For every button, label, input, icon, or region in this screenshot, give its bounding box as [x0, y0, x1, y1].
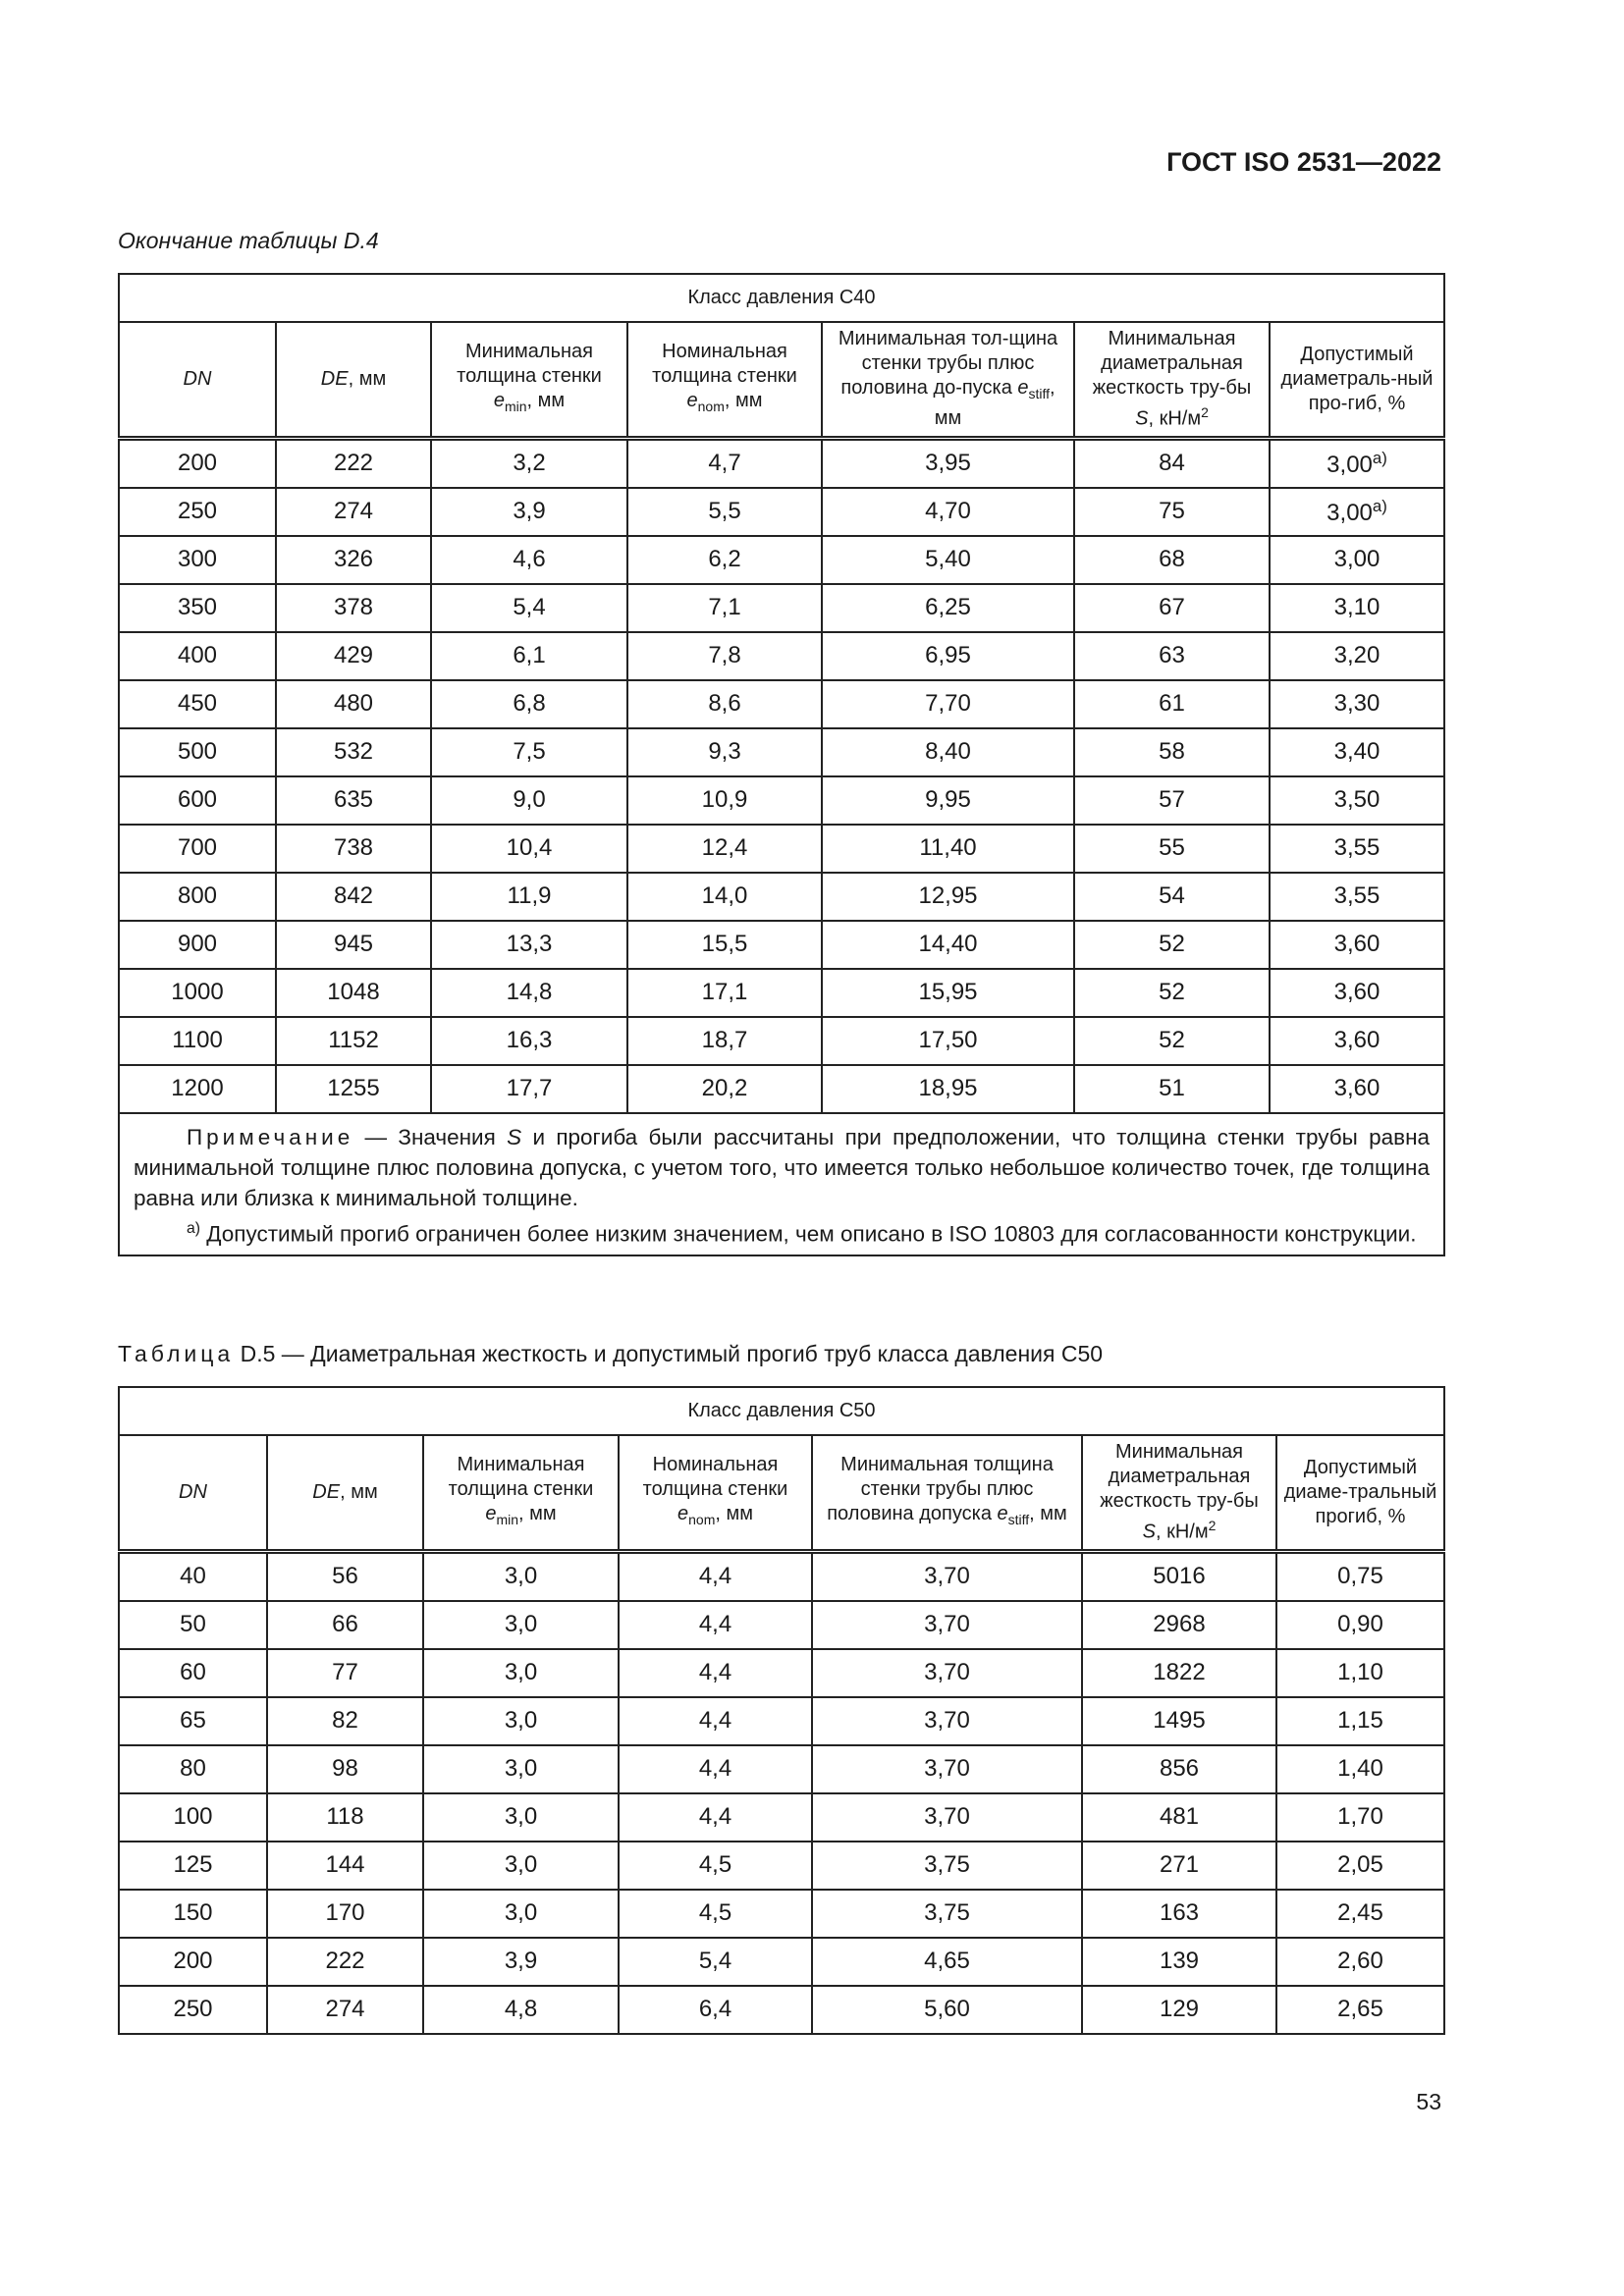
table-cell: 3,60 [1270, 1065, 1444, 1113]
table-cell: 14,40 [822, 921, 1074, 969]
footnote-ref: a) [1372, 448, 1387, 467]
table-cell: 1048 [276, 969, 431, 1017]
table-cell: 3,70 [812, 1793, 1082, 1842]
table-cell: 3,10 [1270, 584, 1444, 632]
table-cell: 57 [1074, 776, 1270, 825]
table-cell: 326 [276, 536, 431, 584]
table-cell: 163 [1082, 1890, 1276, 1938]
table-continuation-caption: Окончание таблицы D.4 [118, 228, 379, 253]
table-row [119, 1842, 1444, 1890]
table-row [119, 632, 1444, 680]
table-cell: 1,70 [1276, 1793, 1444, 1842]
table-cell: 6,8 [431, 680, 627, 728]
table-row [119, 488, 1444, 536]
table-note: Примечание — Значения S и прогиба были рассчитаны при предположении, что толщина стенки трубы равна минимальной толщине плюс половина допуска, с учетом того, что имеется только небольшое количество точек, где толщина равна или близка к минимальной толщине. $^{a)}$ Допустимый прогиб ограничен более низким значением, чем описано в ISO 10803 для согласованности конструкции. [119, 1113, 1444, 1256]
table-cell: 429 [276, 632, 431, 680]
table-cell: 0,90 [1276, 1601, 1444, 1649]
footnote: $^{a)}$ Допустимый прогиб ограничен более низким значением, чем описано в ISO 10803 для согласованности конструкции. [187, 1219, 1417, 1247]
table-cell: 1822 [1082, 1649, 1276, 1697]
table-cell: 532 [276, 728, 431, 776]
table-cell: 3,55 [1270, 825, 1444, 873]
table-row [119, 584, 1444, 632]
table-cell: 2,60 [1276, 1938, 1444, 1986]
table-row [119, 969, 1444, 1017]
table-cell: 11,40 [822, 825, 1074, 873]
table-cell: 68 [1074, 536, 1270, 584]
table-row [119, 728, 1444, 776]
column-header-text: Допустимый диаметраль-ный про-гиб, % [1280, 343, 1434, 414]
table-cell: 52 [1074, 921, 1270, 969]
table-cell: 3,00 [1270, 536, 1444, 584]
column-header: Номинальная толщина стенки $e_{nom}$, мм [619, 1435, 812, 1551]
column-header: Минимальная тол-щина стенки трубы плюс половина до-пуска $e_{stiff}$, мм [822, 322, 1074, 438]
table-cell: 3,0 [423, 1601, 619, 1649]
table-cell: 350 [119, 584, 276, 632]
table-cell: 200 [119, 438, 276, 488]
table-cell: 5,40 [822, 536, 1074, 584]
table-cell: 100 [119, 1793, 267, 1842]
table-cell: 6,1 [431, 632, 627, 680]
table-cell: 3,40 [1270, 728, 1444, 776]
table-cell: 3,55 [1270, 873, 1444, 921]
table-cell: 15,95 [822, 969, 1074, 1017]
table-cell: 4,4 [619, 1793, 812, 1842]
table-cell: 75 [1074, 488, 1270, 536]
pressure-class-header: Класс давления С50 [119, 1387, 1444, 1435]
table-cell: 3,75 [812, 1890, 1082, 1938]
table-cell: 5,5 [627, 488, 822, 536]
table-cell: 6,25 [822, 584, 1074, 632]
table-d4-body [119, 274, 1444, 1113]
table-cell: 66 [267, 1601, 423, 1649]
table-cell: 3,60 [1270, 969, 1444, 1017]
column-header: DE, мм [276, 322, 431, 438]
column-header-text: Минимальная толщина стенки [457, 340, 602, 387]
table-cell: 98 [267, 1745, 423, 1793]
table-cell: 738 [276, 825, 431, 873]
table-cell: 12,4 [627, 825, 822, 873]
table-cell: 200 [119, 1938, 267, 1986]
table-cell: 14,0 [627, 873, 822, 921]
table-cell: 139 [1082, 1938, 1276, 1986]
column-symbol: DE [312, 1480, 341, 1503]
table-cell: 274 [267, 1986, 423, 2034]
table-cell: 3,60 [1270, 1017, 1444, 1065]
table-cell: 5,4 [431, 584, 627, 632]
table-cell: 14,8 [431, 969, 627, 1017]
table-cell: 129 [1082, 1986, 1276, 2034]
table-cell: 55 [1074, 825, 1270, 873]
table-cell: 3,30 [1270, 680, 1444, 728]
table-cell: 500 [119, 728, 276, 776]
column-header: Номинальная толщина стенки $e_{nom}$, мм [627, 322, 822, 438]
column-header [1270, 322, 1444, 438]
table-cell: 222 [276, 438, 431, 488]
note-label: Примечание [187, 1124, 354, 1149]
table-cell: 481 [1082, 1793, 1276, 1842]
table-row [119, 438, 1444, 488]
column-header-text: Минимальная толщина стенки [448, 1453, 594, 1500]
table-cell: 118 [267, 1793, 423, 1842]
table-cell: 450 [119, 680, 276, 728]
table-cell: 10,9 [627, 776, 822, 825]
table-cell: 1152 [276, 1017, 431, 1065]
table-cell: 600 [119, 776, 276, 825]
table-cell: 144 [267, 1842, 423, 1890]
table-row [119, 1017, 1444, 1065]
table-cell: 300 [119, 536, 276, 584]
table-cell: 4,65 [812, 1938, 1082, 1986]
table-cell: 18,7 [627, 1017, 822, 1065]
table-cell: 378 [276, 584, 431, 632]
table-cell: 274 [276, 488, 431, 536]
column-header-text: Минимальная толщина стенки трубы плюс половина допуска [827, 1453, 1054, 1524]
table-cell: 3,60 [1270, 921, 1444, 969]
table-cell: 82 [267, 1697, 423, 1745]
column-header: Минимальная толщина стенки $e_{min}$, мм [431, 322, 627, 438]
table-cell: 480 [276, 680, 431, 728]
table-cell: 17,1 [627, 969, 822, 1017]
table-cell: 58 [1074, 728, 1270, 776]
table-cell: 2,05 [1276, 1842, 1444, 1890]
table-cell: 80 [119, 1745, 267, 1793]
table-cell: 250 [119, 1986, 267, 2034]
footnote-ref: a) [1372, 496, 1387, 515]
table-cell: 635 [276, 776, 431, 825]
column-header: DE, мм [267, 1435, 423, 1551]
table-cell: 842 [276, 873, 431, 921]
table-cell: 3,95 [822, 438, 1074, 488]
table-cell: 5,4 [619, 1938, 812, 1986]
column-symbol: DN [183, 367, 212, 390]
column-header [119, 1435, 267, 1551]
page-number: 53 [1416, 2089, 1441, 2114]
column-symbol: DN [179, 1480, 207, 1503]
table-cell: 40 [119, 1551, 267, 1601]
table-cell: 11,9 [431, 873, 627, 921]
table-cell: 77 [267, 1649, 423, 1697]
table-cell: 4,4 [619, 1601, 812, 1649]
table-row [119, 1601, 1444, 1649]
table-d5 [118, 1386, 1445, 2035]
table-row [119, 1551, 1444, 1601]
table-cell: 125 [119, 1842, 267, 1890]
table-cell: 6,2 [627, 536, 822, 584]
column-header: Минимальная толщина стенки трубы плюс половина допуска $e_{stiff}$, мм [812, 1435, 1082, 1551]
table-cell: 56 [267, 1551, 423, 1601]
table-row [119, 825, 1444, 873]
table-cell: 4,5 [619, 1890, 812, 1938]
table-cell: 17,7 [431, 1065, 627, 1113]
table-cell: 0,75 [1276, 1551, 1444, 1601]
table-row [119, 921, 1444, 969]
column-header [1276, 1435, 1444, 1551]
table-row [119, 680, 1444, 728]
table-d5-caption: Таблица D.5 — Диаметральная жесткость и допустимый прогиб труб класса давления С50 [118, 1341, 1104, 1366]
table-row [119, 1065, 1444, 1113]
table-cell: 800 [119, 873, 276, 921]
column-header-row [119, 1435, 1444, 1551]
table-cell: 61 [1074, 680, 1270, 728]
pressure-class-header: Класс давления С40 [119, 274, 1444, 322]
table-cell: 15,5 [627, 921, 822, 969]
table-cell: 3,2 [431, 438, 627, 488]
table-cell: 3,70 [812, 1601, 1082, 1649]
table-row [119, 776, 1444, 825]
table-cell: 8,40 [822, 728, 1074, 776]
table-cell: 52 [1074, 1017, 1270, 1065]
table-cell: 1000 [119, 969, 276, 1017]
table-cell: 5,60 [812, 1986, 1082, 2034]
table-row [119, 1986, 1444, 2034]
table-cell: 3,0 [423, 1649, 619, 1697]
table-cell: 1200 [119, 1065, 276, 1113]
table-cell: 4,5 [619, 1842, 812, 1890]
table-cell: 1100 [119, 1017, 276, 1065]
table-cell: 271 [1082, 1842, 1276, 1890]
table-cell: 4,8 [423, 1986, 619, 2034]
column-header-text: Минимальная диаметральная жесткость тру-бы [1092, 328, 1252, 399]
table-cell: 3,70 [812, 1697, 1082, 1745]
table-cell: 400 [119, 632, 276, 680]
table-cell: 65 [119, 1697, 267, 1745]
table-cell: 3,70 [812, 1649, 1082, 1697]
column-symbol: DE [320, 367, 349, 390]
table-cell: 3,70 [812, 1745, 1082, 1793]
table-cell: 170 [267, 1890, 423, 1938]
table-cell: 2968 [1082, 1601, 1276, 1649]
table-cell: 12,95 [822, 873, 1074, 921]
table-cell: 7,5 [431, 728, 627, 776]
table-cell: 945 [276, 921, 431, 969]
table-row [119, 1793, 1444, 1842]
column-header-row [119, 322, 1444, 438]
table-cell: 222 [267, 1938, 423, 1986]
column-header: Минимальная толщина стенки $e_{min}$, мм [423, 1435, 619, 1551]
table-cell: 20,2 [627, 1065, 822, 1113]
table-cell: 900 [119, 921, 276, 969]
table-cell: 2,65 [1276, 1986, 1444, 2034]
table-cell: 1255 [276, 1065, 431, 1113]
table-cell: 700 [119, 825, 276, 873]
table-cell: 3,9 [423, 1938, 619, 1986]
table-cell: 3,70 [812, 1551, 1082, 1601]
table-row [119, 873, 1444, 921]
table-cell: 7,1 [627, 584, 822, 632]
table-cell: 50 [119, 1601, 267, 1649]
table-cell: 9,3 [627, 728, 822, 776]
table-cell: 4,70 [822, 488, 1074, 536]
table-cell: 7,70 [822, 680, 1074, 728]
column-header-text: Номинальная толщина стенки [642, 1453, 788, 1500]
table-cell: 6,4 [619, 1986, 812, 2034]
table-cell: 17,50 [822, 1017, 1074, 1065]
table-cell: 3,0 [423, 1551, 619, 1601]
table-row [119, 536, 1444, 584]
table-cell: 52 [1074, 969, 1270, 1017]
table-cell: 856 [1082, 1745, 1276, 1793]
table-cell: 3,50 [1270, 776, 1444, 825]
table-cell: 4,4 [619, 1697, 812, 1745]
table-cell: 3,20 [1270, 632, 1444, 680]
table-cell: 9,0 [431, 776, 627, 825]
table-cell: 3,0 [423, 1793, 619, 1842]
table-row [119, 1649, 1444, 1697]
table-cell: 16,3 [431, 1017, 627, 1065]
table-cell: 3,0 [423, 1890, 619, 1938]
column-header-text: Минимальная тол-щина стенки трубы плюс половина до-пуска [838, 328, 1058, 400]
table-cell: 4,4 [619, 1649, 812, 1697]
table-cell: 6,95 [822, 632, 1074, 680]
column-header: Минимальная диаметральная жесткость тру-бы S, $кН/м^2$ [1082, 1435, 1276, 1551]
table-cell: 84 [1074, 438, 1270, 488]
table-cell: 3,00$^{a)}$ [1270, 488, 1444, 536]
table-cell: 8,6 [627, 680, 822, 728]
table-row [119, 1938, 1444, 1986]
table-cell: 51 [1074, 1065, 1270, 1113]
table-cell: 3,0 [423, 1842, 619, 1890]
table-cell: 10,4 [431, 825, 627, 873]
table-cell: 18,95 [822, 1065, 1074, 1113]
table-row [119, 1890, 1444, 1938]
table-cell: 9,95 [822, 776, 1074, 825]
column-header-text: Минимальная диаметральная жесткость тру-бы [1100, 1441, 1259, 1512]
table-cell: 3,75 [812, 1842, 1082, 1890]
table-cell: 3,9 [431, 488, 627, 536]
table-cell: 63 [1074, 632, 1270, 680]
document-title: ГОСТ ISO 2531—2022 [1166, 147, 1441, 177]
table-d5-body [119, 1387, 1444, 2034]
table-cell: 60 [119, 1649, 267, 1697]
column-header [119, 322, 276, 438]
table-cell: 2,45 [1276, 1890, 1444, 1938]
table-cell: 4,7 [627, 438, 822, 488]
column-header: Минимальная диаметральная жесткость тру-бы S, $кН/м^2$ [1074, 322, 1270, 438]
table-cell: 1,15 [1276, 1697, 1444, 1745]
table-cell: 250 [119, 488, 276, 536]
table-cell: 3,0 [423, 1745, 619, 1793]
table-cell: 3,0 [423, 1697, 619, 1745]
table-cell: 1,40 [1276, 1745, 1444, 1793]
table-cell: 150 [119, 1890, 267, 1938]
table-cell: 4,6 [431, 536, 627, 584]
table-cell: 13,3 [431, 921, 627, 969]
table-cell: 4,4 [619, 1745, 812, 1793]
column-header-text: Номинальная толщина стенки [652, 340, 797, 387]
table-cell: 54 [1074, 873, 1270, 921]
column-header-text: Допустимый диаме-тральный прогиб, % [1283, 1456, 1437, 1527]
table-row [119, 1697, 1444, 1745]
table-cell: 7,8 [627, 632, 822, 680]
table-cell: 67 [1074, 584, 1270, 632]
table-cell: 4,4 [619, 1551, 812, 1601]
table-cell: 5016 [1082, 1551, 1276, 1601]
table-cell: 3,00$^{a)}$ [1270, 438, 1444, 488]
table-d4 [118, 273, 1445, 1256]
table-cell: 1495 [1082, 1697, 1276, 1745]
table-row [119, 1745, 1444, 1793]
table-cell: 1,10 [1276, 1649, 1444, 1697]
